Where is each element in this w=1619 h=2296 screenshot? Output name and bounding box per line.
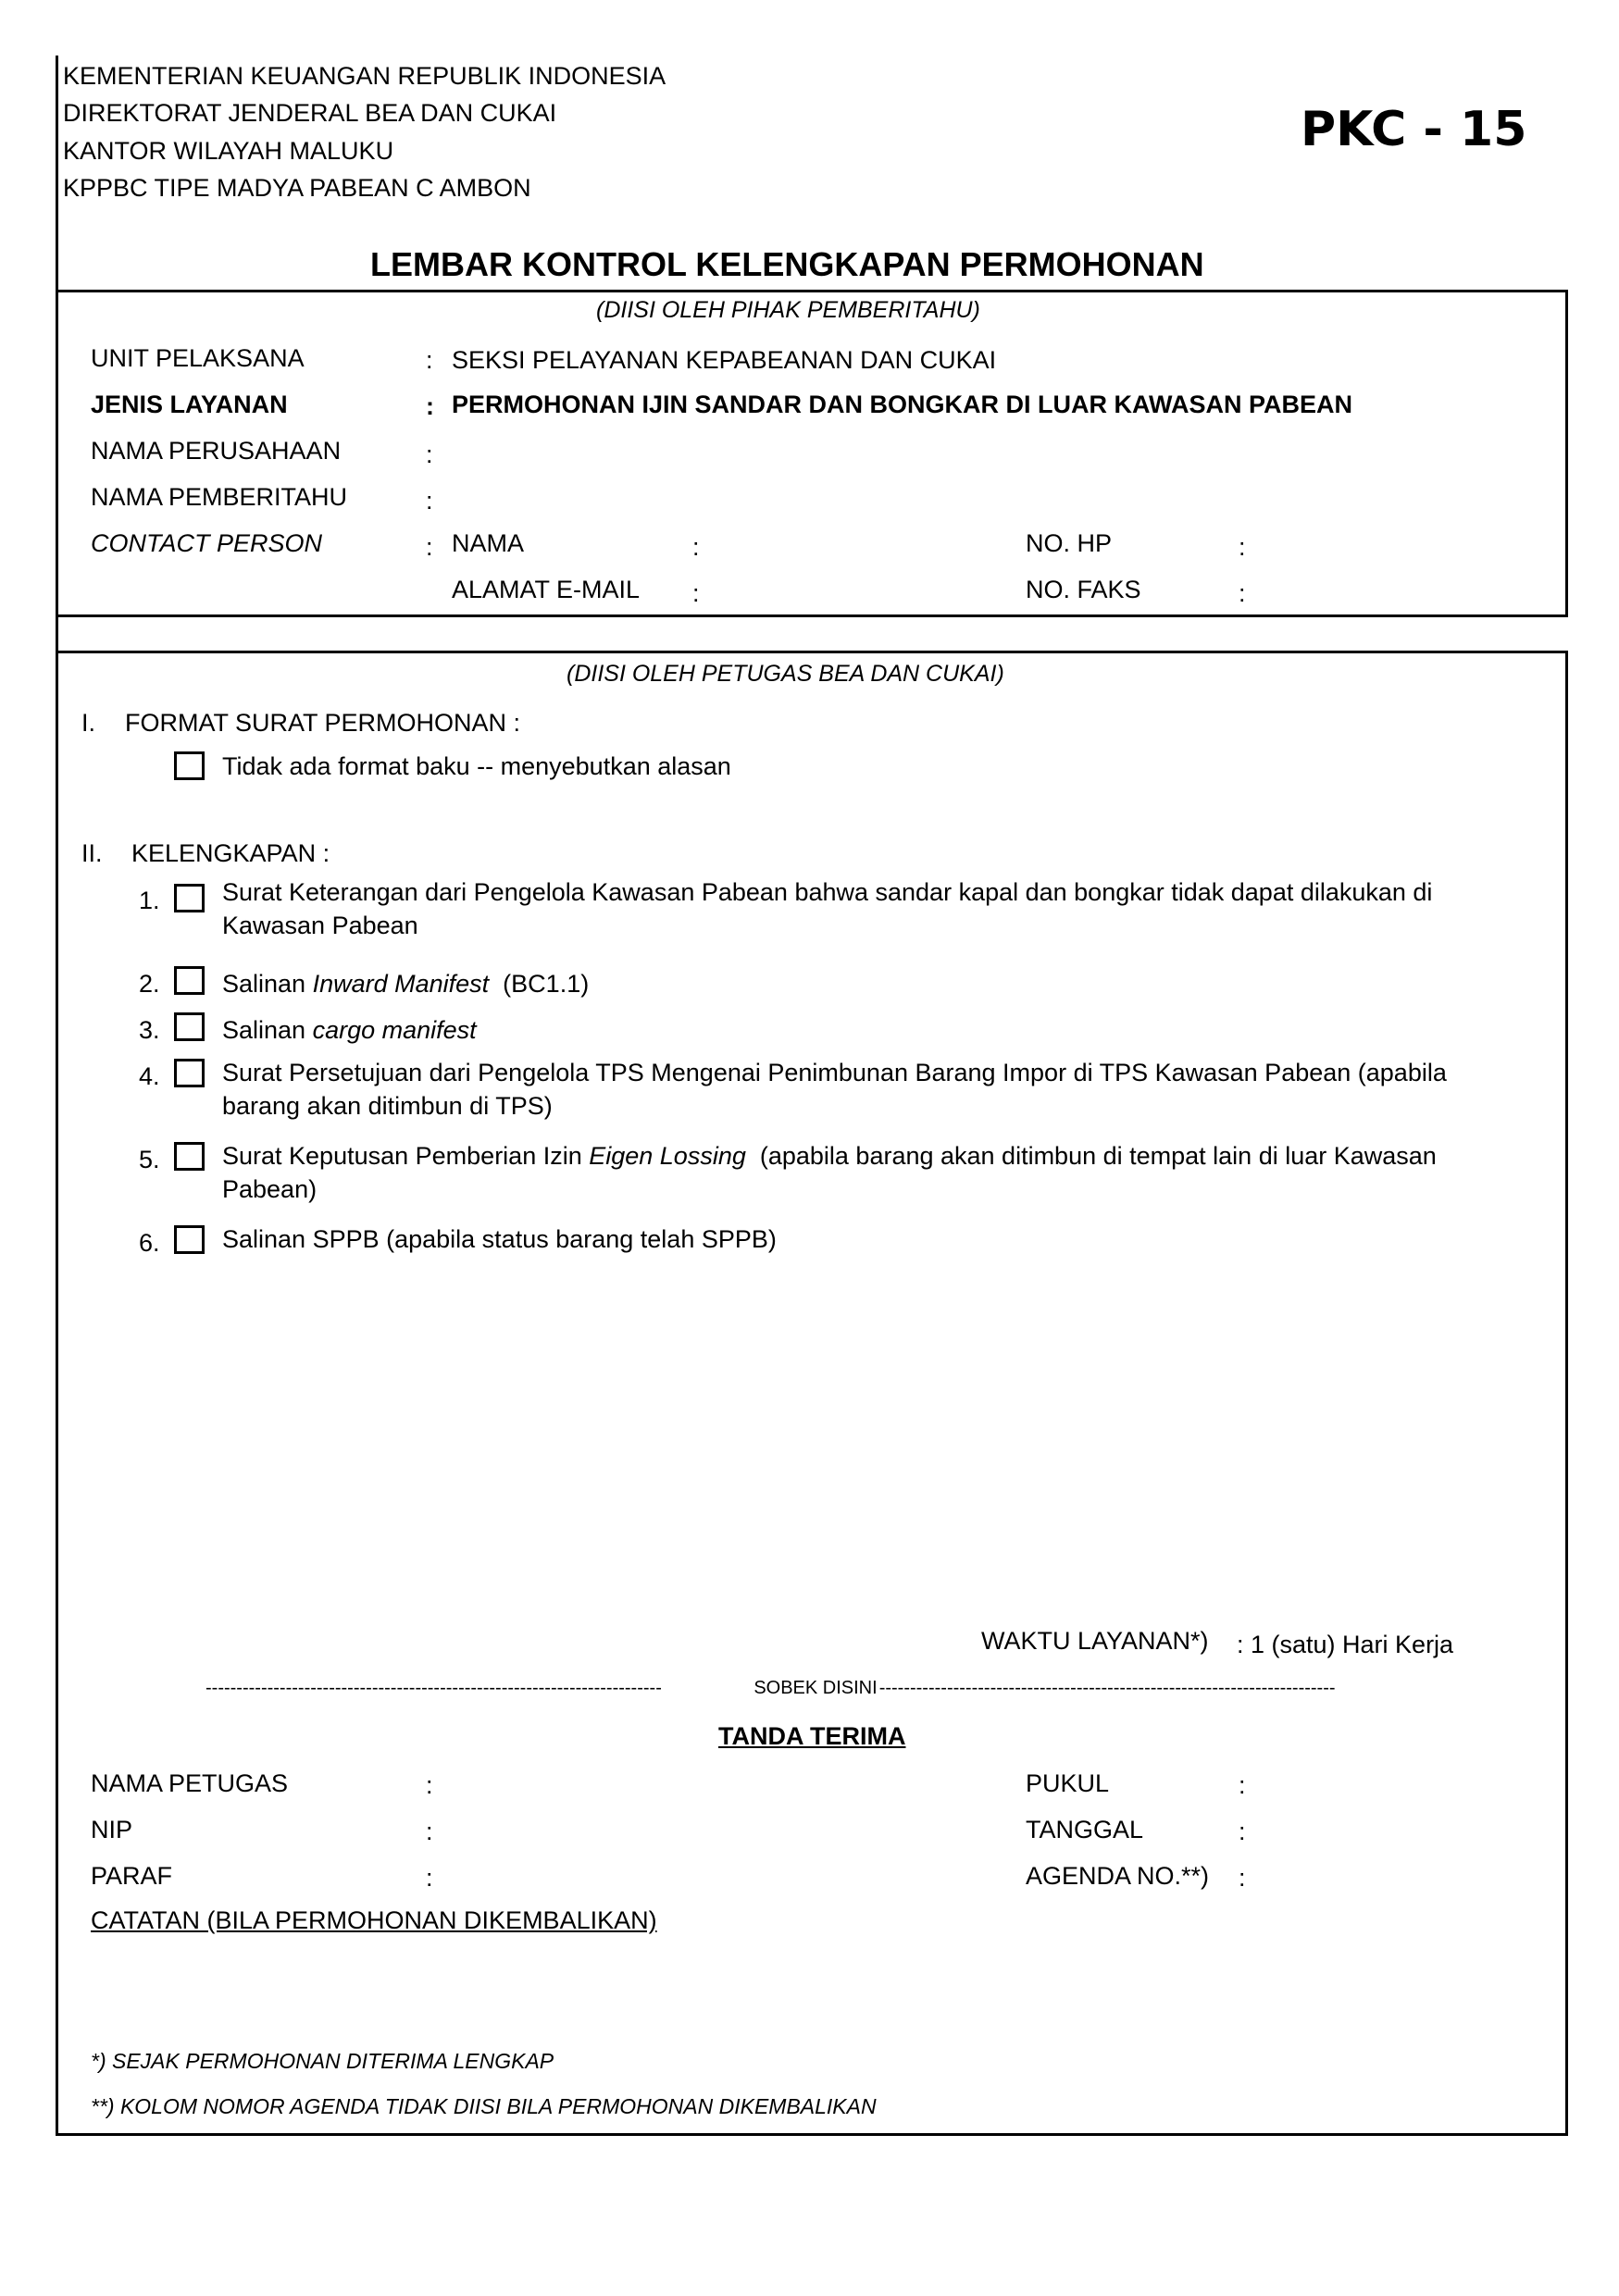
phone-label: NO. HP — [1026, 529, 1113, 557]
section1-number: I. — [81, 709, 96, 737]
form-title: LEMBAR KONTROL KELENGKAPAN PERMOHONAN — [370, 245, 1204, 283]
receipt-title: TANDA TERIMA — [718, 1722, 906, 1750]
date-label: TANGGAL — [1026, 1816, 1144, 1843]
item-4-number: 4. — [139, 1062, 160, 1090]
section2-title: KELENGKAPAN : — [131, 839, 330, 867]
time-colon: : — [1239, 1771, 1246, 1799]
item-1-checkbox[interactable] — [174, 884, 205, 912]
item-5-checkbox[interactable] — [174, 1142, 205, 1171]
fax-colon: : — [1239, 579, 1246, 607]
time-label: PUKUL — [1026, 1769, 1110, 1797]
footnote-2: **) KOLOM NOMOR AGENDA TIDAK DIISI BILA PERMOHONAN DIKEMBALIKAN — [91, 2094, 877, 2118]
phone-colon: : — [1239, 533, 1246, 561]
service-time-value: : 1 (satu) Hari Kerja — [1237, 1631, 1454, 1658]
item-3-prefix: Salinan — [222, 1016, 313, 1044]
email-colon: : — [692, 579, 700, 607]
item-2-italic: Inward Manifest — [312, 970, 490, 998]
item-5-prefix: Surat Keputusan Pemberian Izin — [222, 1142, 590, 1170]
unit-value: SEKSI PELAYANAN KEPABEANAN DAN CUKAI — [452, 346, 997, 374]
date-colon: : — [1239, 1818, 1246, 1845]
service-colon: : — [426, 392, 434, 420]
notifier-label: NAMA PEMBERITAHU — [91, 483, 348, 511]
section2-number: II. — [81, 839, 103, 867]
officer-name-colon: : — [426, 1771, 433, 1799]
officer-section-note: (DIISI OLEH PETUGAS BEA DAN CUKAI) — [567, 661, 1004, 687]
company-label: NAMA PERUSAHAAN — [91, 437, 342, 465]
item-6-checkbox[interactable] — [174, 1225, 205, 1254]
item-5-number: 5. — [139, 1146, 160, 1173]
footnote-1: *) SEJAK PERMOHONAN DITERIMA LENGKAP — [91, 2049, 554, 2073]
service-label: JENIS LAYANAN — [91, 391, 288, 418]
local-office-line: KPPBC TIPE MADYA PABEAN C AMBON — [63, 174, 531, 202]
service-time-label: WAKTU LAYANAN*) — [981, 1627, 1209, 1655]
officer-name-label: NAMA PETUGAS — [91, 1769, 289, 1797]
applicant-section-note: (DIISI OLEH PIHAK PEMBERITAHU) — [596, 297, 980, 323]
contact-label: CONTACT PERSON — [91, 529, 323, 557]
ministry-line: KEMENTERIAN KEUANGAN REPUBLIK INDONESIA — [63, 62, 666, 90]
item-6-text: Salinan SPPB (apabila status barang telah SPPB) — [222, 1225, 777, 1253]
notifier-colon: : — [426, 487, 433, 515]
email-label: ALAMAT E-MAIL — [452, 576, 641, 603]
item-3-checkbox[interactable] — [174, 1012, 205, 1041]
item-2-text — [222, 972, 589, 997]
item-4-checkbox[interactable] — [174, 1059, 205, 1087]
item-5-suffix: (apabila barang akan ditimbun di tempat lain di luar Kawasan Pabean) — [222, 1142, 1444, 1203]
tear-line-dashes-left: -------------------------------------------------------------------------- — [205, 1679, 662, 1697]
item-5-text — [222, 1139, 1504, 1206]
no-format-checkbox[interactable] — [174, 751, 205, 780]
agenda-colon: : — [1239, 1864, 1246, 1892]
fax-label: NO. FAKS — [1026, 576, 1141, 603]
paraf-label: PARAF — [91, 1862, 173, 1890]
item-2-suffix: (BC1.1) — [489, 970, 590, 998]
item-3-italic: cargo manifest — [312, 1016, 477, 1044]
item-2-prefix: Salinan — [222, 970, 313, 998]
nip-label: NIP — [91, 1816, 133, 1843]
item-1-text: Surat Keterangan dari Pengelola Kawasan Pabean bahwa sandar kapal dan bongkar tidak dapat dilakukan di Kawasan Pabean — [222, 878, 1433, 939]
tear-line-label: SOBEK DISINI — [753, 1679, 878, 1697]
directorate-line: DIREKTORAT JENDERAL BEA DAN CUKAI — [63, 99, 557, 127]
unit-colon: : — [426, 346, 433, 374]
regional-office-line: KANTOR WILAYAH MALUKU — [63, 137, 394, 165]
nip-colon: : — [426, 1818, 433, 1845]
service-value: PERMOHONAN IJIN SANDAR DAN BONGKAR DI LUAR KAWASAN PABEAN — [452, 391, 1353, 418]
notes-label: CATATAN (BILA PERMOHONAN DIKEMBALIKAN) — [91, 1906, 657, 1934]
unit-label: UNIT PELAKSANA — [91, 344, 305, 372]
item-4-text: Surat Persetujuan dari Pengelola TPS Mengenai Penimbunan Barang Impor di TPS Kawasan Pabean (apabila barang akan ditimbun di TPS) — [222, 1059, 1447, 1120]
section1-title: FORMAT SURAT PERMOHONAN : — [125, 709, 521, 737]
contact-name-label: NAMA — [452, 529, 525, 557]
item-2-checkbox[interactable] — [174, 966, 205, 995]
company-colon: : — [426, 441, 433, 468]
item-5-italic: Eigen Lossing — [589, 1142, 746, 1170]
item-3-number: 3. — [139, 1016, 160, 1044]
item-2-number: 2. — [139, 970, 160, 998]
form-code: PKC - 15 — [1301, 102, 1527, 157]
tear-line — [205, 1679, 1426, 1697]
tear-line-dashes-right: -------------------------------------------------------------------------- — [878, 1679, 1336, 1697]
item-3-text — [222, 1018, 477, 1043]
no-format-option-label: Tidak ada format baku -- menyebutkan alasan — [222, 752, 731, 780]
agenda-label: AGENDA NO.**) — [1026, 1862, 1210, 1890]
item-1-number: 1. — [139, 887, 160, 914]
contact-colon: : — [426, 533, 433, 561]
contact-name-colon: : — [692, 533, 700, 561]
item-6-number: 6. — [139, 1229, 160, 1257]
paraf-colon: : — [426, 1864, 433, 1892]
